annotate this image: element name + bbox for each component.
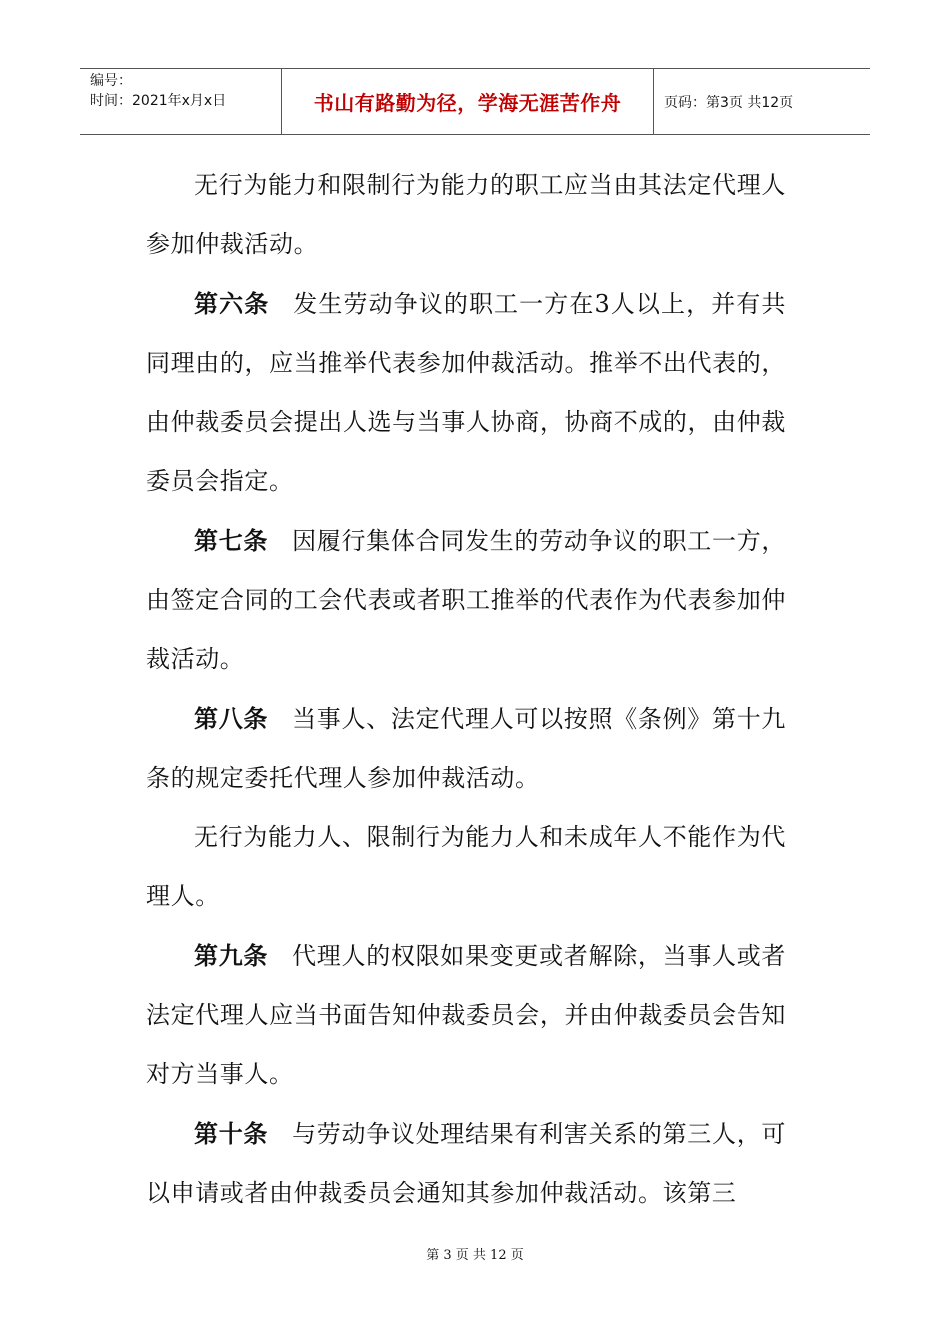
document-body bbox=[146, 156, 786, 1223]
paragraph-article-8 bbox=[146, 689, 786, 808]
article-heading: 第九条 bbox=[194, 941, 269, 970]
paragraph bbox=[146, 808, 786, 926]
page-header bbox=[80, 68, 870, 135]
paragraph-text: 代理人的权限如果变更或者解除，当事人或者法定代理人应当书面告知仲裁委员会，并由仲裁委员会告知对方当事人。 bbox=[146, 942, 786, 1088]
paragraph-article-10 bbox=[146, 1104, 786, 1223]
paragraph-text: 当事人、法定代理人可以按照《条例》第十九条的规定委托代理人参加仲裁活动。 bbox=[146, 705, 786, 792]
document-number-label: 编号： bbox=[90, 73, 132, 89]
paragraph-article-9 bbox=[146, 926, 786, 1104]
header-page-info: 页码：第3页 共12页 bbox=[664, 94, 794, 111]
paragraph-text: 无行为能力和限制行为能力的职工应当由其法定代理人参加仲裁活动。 bbox=[146, 171, 786, 258]
header-meta bbox=[80, 69, 282, 134]
paragraph-text: 无行为能力人、限制行为能力人和未成年人不能作为代理人。 bbox=[146, 823, 786, 910]
paragraph-text: 因履行集体合同发生的劳动争议的职工一方，由签定合同的工会代表或者职工推举的代表作为代表参加仲裁活动。 bbox=[146, 527, 786, 673]
paragraph-article-7 bbox=[146, 511, 786, 689]
paragraph-text: 与劳动争议处理结果有利害关系的第三人，可以申请或者由仲裁委员会通知其参加仲裁活动。该第三 bbox=[146, 1120, 786, 1207]
article-heading: 第十条 bbox=[194, 1119, 269, 1148]
page-footer: 第 3 页 共 12 页 bbox=[426, 1248, 524, 1263]
paragraph-article-6 bbox=[146, 274, 786, 511]
paragraph bbox=[146, 156, 786, 274]
header-motto: 书山有路勤为径，学海无涯苦作舟 bbox=[282, 69, 654, 134]
paragraph-text: 发生劳动争议的职工一方在3人以上，并有共同理由的，应当推举代表参加仲裁活动。推举不出代表的，由仲裁委员会提出人选与当事人协商，协商不成的，由仲裁委员会指定。 bbox=[146, 290, 786, 495]
article-heading: 第七条 bbox=[194, 526, 269, 555]
document-time-label: 时间：2021年x月x日 bbox=[90, 93, 227, 109]
article-heading: 第六条 bbox=[194, 289, 270, 318]
article-heading: 第八条 bbox=[194, 704, 269, 733]
